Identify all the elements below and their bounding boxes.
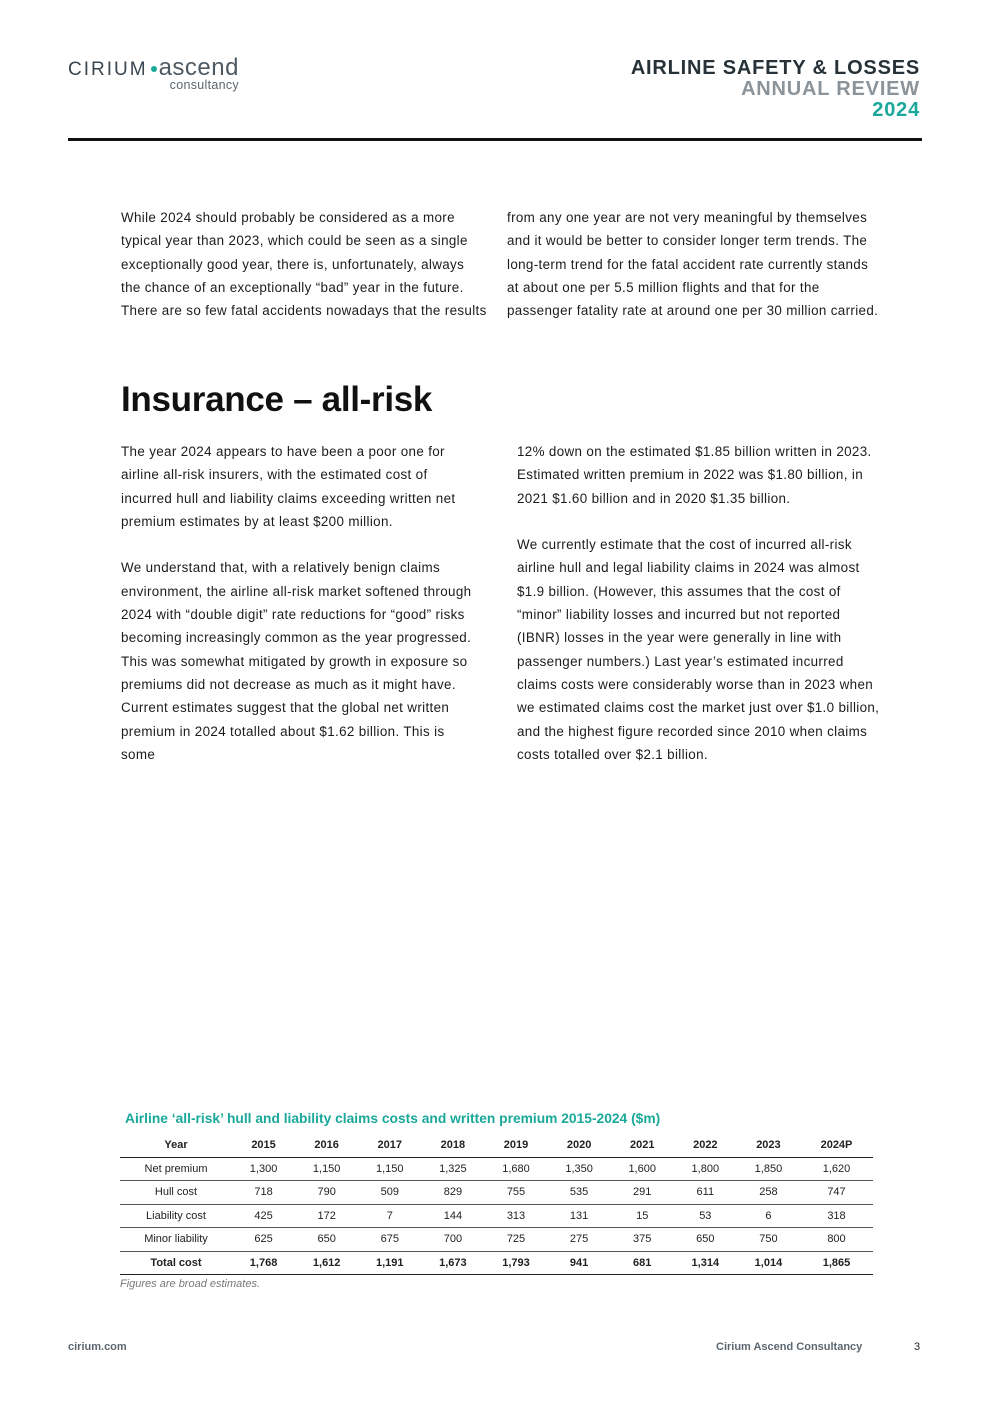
footer-website: cirium.com <box>68 1341 127 1353</box>
intro-paragraph-left: While 2024 should probably be considered as a more typical year than 2023, which could be seen as a single exceptionally good year, there is, unfortunately, always the chance of an exceptionally “bad” year in the future. There are so few fatal accidents nowadays that the results <box>121 210 487 319</box>
table-cell: 7 <box>358 1204 421 1228</box>
logo-subtitle: consultancy <box>169 78 239 92</box>
table-cell: 53 <box>674 1204 737 1228</box>
table-header-cell: 2019 <box>484 1134 547 1157</box>
table-header-cell: 2017 <box>358 1134 421 1157</box>
table-cell: 258 <box>737 1181 800 1205</box>
table-cell: 1,620 <box>800 1157 873 1181</box>
table-cell: 1,191 <box>358 1251 421 1275</box>
table-cell: 829 <box>421 1181 484 1205</box>
table-row-label: Net premium <box>120 1157 232 1181</box>
table-cell: 1,865 <box>800 1251 873 1275</box>
table-cell: 1,768 <box>232 1251 295 1275</box>
table-cell: 291 <box>611 1181 674 1205</box>
table-cell: 144 <box>421 1204 484 1228</box>
table-row-label: Minor liability <box>120 1228 232 1252</box>
section-column-left <box>121 440 479 766</box>
table-cell: 1,600 <box>611 1157 674 1181</box>
table-cell: 718 <box>232 1181 295 1205</box>
table-cell: 1,850 <box>737 1157 800 1181</box>
table-cell: 1,680 <box>484 1157 547 1181</box>
table-header-cell: 2018 <box>421 1134 484 1157</box>
intro-column-right <box>507 206 879 322</box>
table-header-cell: 2021 <box>611 1134 674 1157</box>
table-header-row <box>120 1134 873 1157</box>
section-paragraph-3: 12% down on the estimated $1.85 billion written in 2023. Estimated written premium in 2022 was $1.80 billion, in 2021 $1.60 billion and in 2020 $1.35 billion. <box>517 444 872 506</box>
table-header-cell: 2016 <box>295 1134 358 1157</box>
table-row-label: Hull cost <box>120 1181 232 1205</box>
table-cell: 700 <box>421 1228 484 1252</box>
table-header-cell: Year <box>120 1134 232 1157</box>
table-cell: 755 <box>484 1181 547 1205</box>
table-cell: 790 <box>295 1181 358 1205</box>
table-row-label: Total cost <box>120 1251 232 1275</box>
table-row <box>120 1157 873 1181</box>
table-cell: 747 <box>800 1181 873 1205</box>
table-cell: 681 <box>611 1251 674 1275</box>
table-cell: 6 <box>737 1204 800 1228</box>
report-title-line1: AIRLINE SAFETY & LOSSES <box>630 57 920 79</box>
header-rule <box>68 138 922 141</box>
table-header-cell: 2023 <box>737 1134 800 1157</box>
table-cell: 318 <box>800 1204 873 1228</box>
table-row <box>120 1204 873 1228</box>
logo-product: ascend <box>158 54 239 81</box>
intro-paragraph-right: from any one year are not very meaningful by themselves and it would be better to consider longer term trends. The long-term trend for the fatal accident rate currently stands at about one per 5.5 million flights and that for the passenger fatality rate at around one per 30 million carried. <box>507 210 879 319</box>
table-title: Airline ‘all-risk’ hull and liability claims costs and written premium 2015-2024 ($m) <box>125 1111 661 1126</box>
table-row-label: Liability cost <box>120 1204 232 1228</box>
table-cell: 15 <box>611 1204 674 1228</box>
intro-column-left <box>121 206 487 322</box>
table-cell: 1,350 <box>548 1157 611 1181</box>
table-cell: 650 <box>295 1228 358 1252</box>
table-cell: 1,150 <box>295 1157 358 1181</box>
logo-dot-icon <box>151 66 157 72</box>
table-cell: 1,014 <box>737 1251 800 1275</box>
table-cell: 1,300 <box>232 1157 295 1181</box>
table-cell: 131 <box>548 1204 611 1228</box>
table-row <box>120 1181 873 1205</box>
table-cell: 1,314 <box>674 1251 737 1275</box>
section-paragraph-2: We understand that, with a relatively benign claims environment, the airline all-risk market softened through 2024 with “double digit” rate reductions for “good” risks becoming increasingly common as the year progressed. This was somewhat mitigated by growth in exposure so premiums did not decrease as much as it might have. Current estimates suggest that the global net written premium in 2024 totalled about $1.62 billion. This is some <box>121 560 472 762</box>
table-cell: 172 <box>295 1204 358 1228</box>
table-cell: 725 <box>484 1228 547 1252</box>
claims-premium-table <box>120 1134 873 1275</box>
table-cell: 625 <box>232 1228 295 1252</box>
section-paragraph-1: The year 2024 appears to have been a poor one for airline all-risk insurers, with the estimated cost of incurred hull and liability claims exceeding written net premium estimates by at least $200 million. <box>121 444 456 529</box>
report-title-year: 2024 <box>872 99 920 121</box>
table-header-cell: 2024P <box>800 1134 873 1157</box>
table-cell: 611 <box>674 1181 737 1205</box>
page-number: 3 <box>914 1341 921 1353</box>
table-cell: 375 <box>611 1228 674 1252</box>
table-cell: 650 <box>674 1228 737 1252</box>
table-cell: 275 <box>548 1228 611 1252</box>
table-cell: 1,800 <box>674 1157 737 1181</box>
table-cell: 425 <box>232 1204 295 1228</box>
table-cell: 1,612 <box>295 1251 358 1275</box>
table-header-cell: 2015 <box>232 1134 295 1157</box>
table-cell: 800 <box>800 1228 873 1252</box>
logo-brand: CIRIUM <box>68 59 148 80</box>
report-title <box>631 58 920 121</box>
section-column-right <box>517 440 881 766</box>
table-cell: 509 <box>358 1181 421 1205</box>
company-logo <box>68 54 239 92</box>
table-header-cell: 2022 <box>674 1134 737 1157</box>
section-heading: Insurance – all-risk <box>121 380 433 419</box>
table-total-row <box>120 1251 873 1275</box>
table-note: Figures are broad estimates. <box>120 1278 261 1290</box>
table-cell: 750 <box>737 1228 800 1252</box>
table-header-cell: 2020 <box>548 1134 611 1157</box>
table-cell: 313 <box>484 1204 547 1228</box>
table-cell: 1,673 <box>421 1251 484 1275</box>
table-row <box>120 1228 873 1252</box>
footer-company: Cirium Ascend Consultancy <box>716 1341 863 1353</box>
report-title-line2: ANNUAL REVIEW <box>741 78 920 100</box>
table-cell: 1,150 <box>358 1157 421 1181</box>
table-cell: 675 <box>358 1228 421 1252</box>
table-cell: 941 <box>548 1251 611 1275</box>
table-cell: 535 <box>548 1181 611 1205</box>
table-cell: 1,793 <box>484 1251 547 1275</box>
section-paragraph-4: We currently estimate that the cost of incurred all-risk airline hull and legal liability claims in 2024 was almost $1.9 billion. (However, this assumes that the cost of “minor” liability losses and incurred but not reported (IBNR) losses in the year were generally in line with passenger numbers.) Last year’s estimated incurred claims costs were considerably worse than in 2023 when we estimated claims cost the market just over $1.0 billion, and the highest figure recorded since 2010 when claims costs totalled over $2.1 billion. <box>517 537 880 762</box>
table-cell: 1,325 <box>421 1157 484 1181</box>
